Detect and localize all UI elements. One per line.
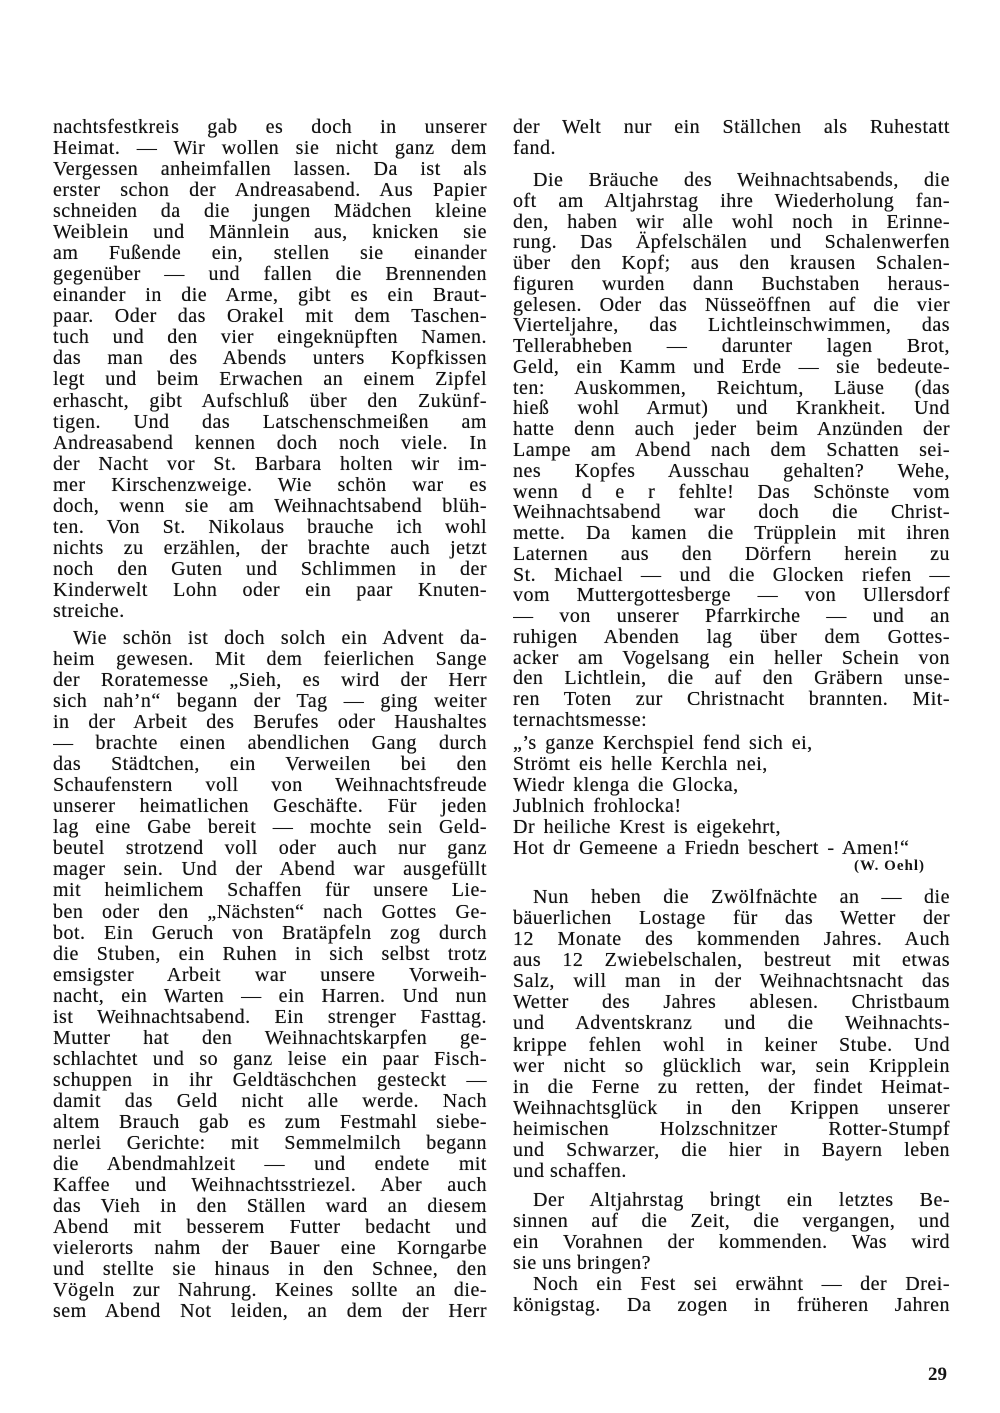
text-line: mer Kirschenzweige. Wie schön war es xyxy=(53,473,487,496)
text-line: wer nicht so glücklich war, sein Kripplein xyxy=(513,1054,950,1077)
text-line: Noch ein Fest sei erwähnt — der Drei- xyxy=(533,1273,950,1295)
text-line: gelesen. Oder das Nüsseöffnen auf die vier xyxy=(513,293,950,316)
text-line: Wetter des Jahres ablesen. Christbaum xyxy=(513,991,950,1014)
text-line: sem Abend Not leiden, an dem der Herr xyxy=(53,1300,487,1323)
text-line: gegenüber — und fallen die Brennenden xyxy=(53,263,487,286)
text-line: mit heimlichem Schaffen für unsere Lie- xyxy=(53,879,487,902)
poem-line: Strömt eis helle Kerchla nei, xyxy=(513,753,768,775)
text-line: das man des Abends unters Kopfkissen xyxy=(53,347,487,370)
poem-line: „’s ganze Kerchspiel fend sich ei, xyxy=(513,732,813,754)
text-line: tuch und den vier eingeknüpften Namen. xyxy=(53,326,487,349)
text-line: vom Muttergottesberge — von Ullersdorf xyxy=(513,584,950,607)
text-line: tigen. Und das Latschenschmeißen am xyxy=(53,410,487,433)
text-line: nerlei Gerichte: mit Semmelmilch begann xyxy=(53,1131,487,1154)
text-line: fand. xyxy=(513,137,557,159)
text-line: nacht, ein Warten — ein Harren. Und nun xyxy=(53,984,487,1007)
text-line: Der Altjahrstag bringt ein letztes Be- xyxy=(533,1189,950,1211)
poem-line: Wiedr klenga die Glocka, xyxy=(513,774,739,796)
text-line: St. Michael — und die Glocken riefen — xyxy=(513,563,950,586)
text-line: heimischen Holzschnitzer Rotter-Stumpf xyxy=(513,1117,950,1140)
text-line: ternachtsmesse: xyxy=(513,709,648,732)
text-line: Vierteljahre, das Lichtleinschwimmen, das xyxy=(513,314,950,337)
text-line: königstag. Da zogen in früheren Jahren xyxy=(513,1294,950,1316)
text-line: beutel strotzend voll oder auch nur ganz xyxy=(53,837,487,860)
text-line: die Abendmahlzeit — und endete mit xyxy=(53,1153,487,1175)
text-line: Die Bräuche des Weihnachtsabends, die xyxy=(533,169,950,191)
text-line: Nun heben die Zwölfnächte an — die xyxy=(533,886,950,908)
text-line: in die Ferne zu retten, der findet Heimat- xyxy=(513,1075,950,1098)
text-line: und schaffen. xyxy=(513,1160,627,1183)
text-line: Kinderwelt Lohn oder ein paar Knuten- xyxy=(53,578,487,601)
text-line: und stellte sie hinaus in den Schnee, den xyxy=(53,1258,487,1281)
text-line: und Adventskranz und die Weihnachts- xyxy=(513,1012,950,1035)
text-line: Tellerabheben — darunter lagen Brot, xyxy=(513,335,950,358)
text-line: am Fußende ein, stellen sie einander xyxy=(53,242,487,265)
text-line: wenn d e r fehlte! Das Schönste vom xyxy=(513,480,950,503)
text-line: ruhigen Abenden lag über dem Gottes- xyxy=(513,625,950,648)
text-line: schneiden da die jungen Mädchen kleine xyxy=(53,200,487,223)
text-line: Geld, ein Kamm und Erde — sie bedeute- xyxy=(513,355,950,378)
text-line: Wie schön ist doch solch ein Advent da- xyxy=(73,627,487,649)
text-line: lag eine Gabe bereit — mochte sein Geld- xyxy=(53,816,487,839)
text-line: damit das Geld nicht alle werde. Nach xyxy=(53,1089,487,1112)
text-line: ist Weihnachtsabend. Ein strenger Fasttag. xyxy=(53,1005,487,1028)
text-line: figuren wurden dann Buchstaben heraus- xyxy=(513,272,950,295)
text-line: doch, wenn sie am Weihnachtsabend blüh- xyxy=(53,494,487,517)
poem-line: Jublnich frohlocka! xyxy=(513,795,682,817)
text-line: Weiblein und Männlein aus, knicken sie xyxy=(53,221,487,244)
text-line: unserer heimatlichen Geschäfte. Für jeden xyxy=(53,795,487,818)
text-line: Andreasabend kennen doch noch viele. In xyxy=(53,431,487,454)
text-line: der Welt nur ein Ställchen als Ruhestatt xyxy=(513,116,950,138)
text-line: mager sein. Und der Abend war ausgefüllt xyxy=(53,858,487,881)
text-line: und Schwarzer, die hier in Bayern leben xyxy=(513,1138,950,1161)
text-line: 12 Monate des kommenden Jahres. Auch xyxy=(513,928,950,951)
text-line: streiche. xyxy=(53,599,125,622)
text-line: paar. Oder das Orakel mit dem Taschen- xyxy=(53,305,487,328)
text-line: Laternen aus den Dörfern herein zu xyxy=(513,542,950,565)
text-line: über den Kopf; aus den krausen Schalen- xyxy=(513,252,950,275)
text-line: Weihnachtsglück in den Krippen unserer xyxy=(513,1096,950,1119)
text-line: heim gewesen. Mit dem feierlichen Sange xyxy=(53,648,487,671)
text-line: Lampe am Abend nach dem Schatten sei- xyxy=(513,439,950,461)
text-line: erster schon der Andreasabend. Aus Papier xyxy=(53,179,487,202)
poem-attribution: (W. Oehl) xyxy=(854,858,925,874)
text-line: sie uns bringen? xyxy=(513,1252,651,1274)
text-line: — brachte einen abendlichen Gang durch xyxy=(53,732,487,755)
text-line: Kaffee und Weihnachtsstriezel. Aber auch xyxy=(53,1174,487,1197)
text-line: bäuerlichen Lostage für das Wetter der xyxy=(513,907,950,930)
text-line: oft am Altjahrstag ihre Wiederholung fan- xyxy=(513,189,950,212)
text-line: hieß wohl Armut) und Krankheit. Und xyxy=(513,397,950,420)
text-line: nachtsfestkreis gab es doch in unserer xyxy=(53,116,487,138)
text-line: ein Vorahnen der kommenden. Was wird xyxy=(513,1231,950,1253)
text-line: das Vieh in den Ställen ward an diesem xyxy=(53,1195,487,1218)
text-line: nes Kopfes Ausschau gehalten? Wehe, xyxy=(513,459,950,482)
text-line: erhascht, gibt Aufschluß über den Zukünf- xyxy=(53,389,487,412)
text-line: den Lichtlein, die auf den Gräbern unse- xyxy=(513,667,950,690)
text-line: den, haben wir alle wohl noch in Erinne- xyxy=(513,210,950,233)
text-line: noch den Guten und Schlimmen in der xyxy=(53,557,487,580)
text-line: hatte denn auch jeder beim Anzünden der xyxy=(513,418,950,441)
text-line: ben oder den „Nächsten“ nach Gottes Ge- xyxy=(53,900,487,923)
text-line: altem Brauch gab es zum Festmahl siebe- xyxy=(53,1110,487,1133)
text-line: Abend mit besserem Futter bedacht und xyxy=(53,1216,487,1239)
poem-line: Hot dr Gemeene a Friedn beschert - Amen!“ xyxy=(513,837,910,859)
text-line: schuppen in ihr Geldtäschchen gesteckt — xyxy=(53,1068,487,1091)
text-line: acker am Vogelsang ein heller Schein von xyxy=(513,646,950,669)
text-line: ten: Auskommen, Reichtum, Läuse (das xyxy=(513,376,950,399)
text-line: — von unserer Pfarrkirche — und an xyxy=(513,605,950,628)
text-line: ten. Von St. Nikolaus brauche ich wohl xyxy=(53,515,487,538)
text-line: sinnen auf die Zeit, die vergangen, und xyxy=(513,1210,950,1232)
text-line: bot. Ein Geruch von Bratäpfeln zog durch xyxy=(53,921,487,944)
text-line: der Nacht vor St. Barbara holten wir im- xyxy=(53,452,487,475)
text-line: aus 12 Zwiebelschalen, bestreut mit etwas xyxy=(513,949,950,972)
text-line: Weihnachtsabend war doch die Christ- xyxy=(513,501,950,524)
text-line: vielerorts nahm der Bauer eine Korngarbe xyxy=(53,1237,487,1260)
text-line: mette. Da kamen die Trüpplein mit ihren xyxy=(513,522,950,545)
text-line: rung. Das Äpfelschälen und Schalenwerfen xyxy=(513,231,950,254)
text-line: schlachtet und so ganz leise ein paar Fisch- xyxy=(53,1047,487,1070)
text-line: Schaufenstern voll von Weihnachtsfreude xyxy=(53,774,487,797)
text-line: emsigster Arbeit war unsere Vorweih- xyxy=(53,963,487,986)
poem-line: Dr heiliche Krest is eigekehrt, xyxy=(513,816,781,838)
text-line: das Städtchen, ein Verweilen bei den xyxy=(53,753,487,776)
text-line: die Stuben, ein Ruhen in sich selbst trotz xyxy=(53,942,487,965)
text-line: Heimat. — Wir wollen sie nicht ganz dem xyxy=(53,137,487,160)
text-line: sich nah’n“ begann der Tag — ging weiter xyxy=(53,690,487,713)
text-line: krippe fehlen wohl in keiner Stube. Und xyxy=(513,1033,950,1056)
text-line: Salz, will man in der Weihnachtsnacht das xyxy=(513,970,950,993)
text-line: Vögeln zur Nahrung. Keines sollte an die- xyxy=(53,1279,487,1302)
text-line: Mutter hat den Weihnachtskarpfen ge- xyxy=(53,1026,487,1049)
text-line: ren Toten zur Christnacht brannten. Mit- xyxy=(513,688,950,711)
text-line: einander in die Arme, gibt es ein Braut- xyxy=(53,284,487,307)
text-line: in der Arbeit des Berufes oder Haushaltes xyxy=(53,711,487,734)
text-line: legt und beim Erwachen an einem Zipfel xyxy=(53,368,487,391)
page-number: 29 xyxy=(928,1364,947,1385)
text-line: nichts zu erzählen, der brachte auch jetzt xyxy=(53,536,487,559)
text-line: Vergessen anheimfallen lassen. Da ist als xyxy=(53,158,487,181)
text-line: der Roratemesse „Sieh, es wird der Herr xyxy=(53,669,487,692)
